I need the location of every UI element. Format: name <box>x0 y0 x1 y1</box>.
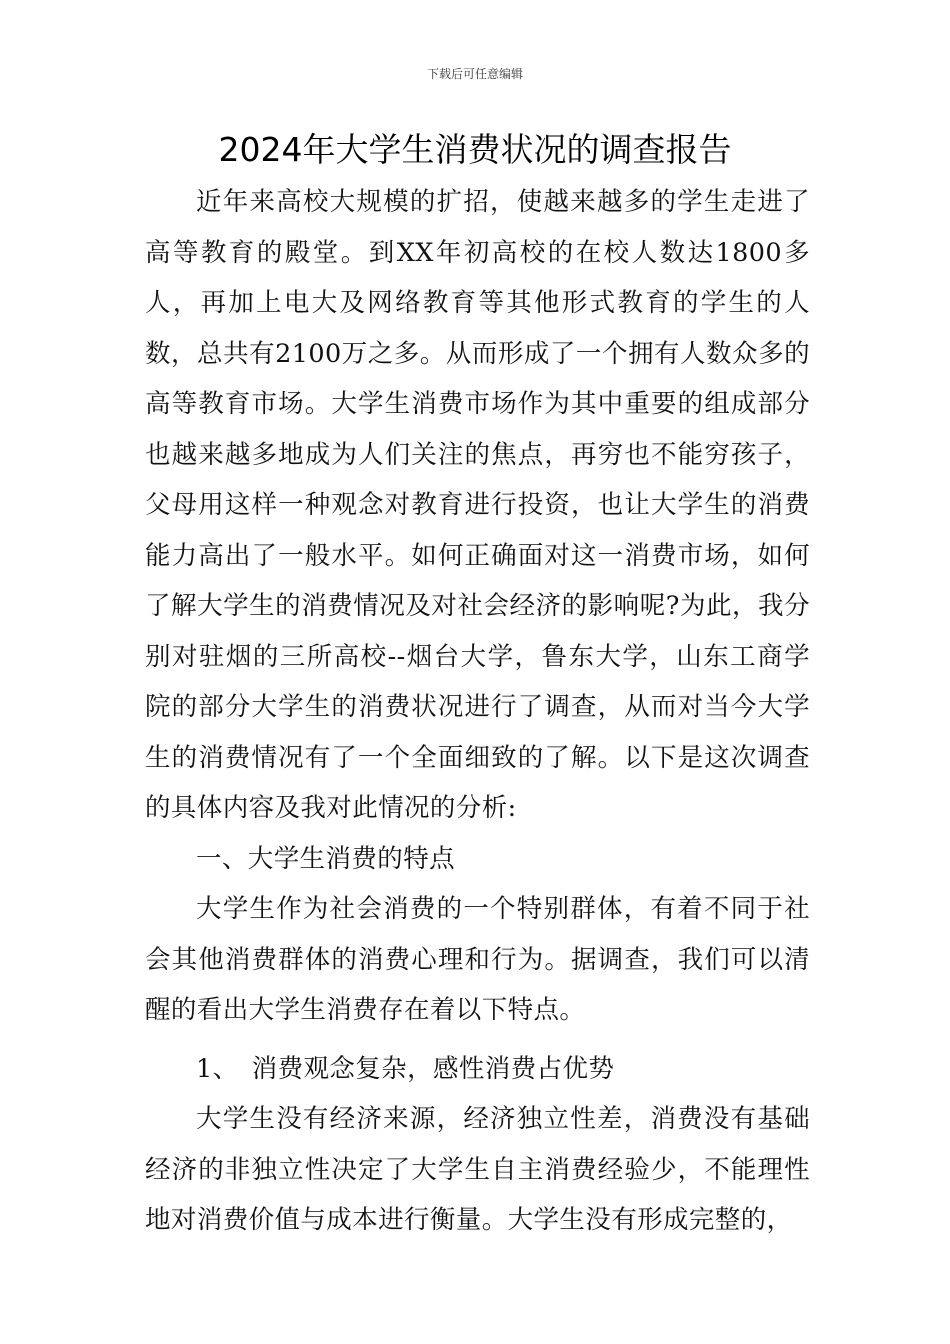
document-title: 2024年大学生消费状况的调查报告 <box>218 130 732 169</box>
paragraph-intro: 近年来高校大规模的扩招，使越来越多的学生走进了高等教育的殿堂。到XX年初高校的在校人数达1800多人，再加上电大及网络教育等其他形式教育的学生的人数，总共有2100万之多。从而形成了一个拥有人数众多的高等教育市场。大学生消费市场作为其中重要的组成部分也越来越多地成为人们关注的焦点，再穷也不能穷孩子，父母用这样一种观念对教育进行投资，也让大学生的消费能力高出了一般水平。如何正确面对这一消费市场，如何了解大学生的消费情况及对社会经济的影响呢?为此，我分别对驻烟的三所高校--烟台大学，鲁东大学，山东工商学院的部分大学生的消费状况进行了调查，从而对当今大学生的消费情况有了一个全面细致的了解。以下是这次调查的具体内容及我对此情况的分析: <box>145 187 810 823</box>
subsection-heading-consumption-concept: 1、 消费观念复杂，感性消费占优势 <box>196 1053 615 1084</box>
paragraph-economic-dependence: 大学生没有经济来源，经济独立性差，消费没有基础经济的非独立性决定了大学生自主消费经验少，不能理性地对消费价值与成本进行衡量。大学生没有形成完整的， <box>145 1104 810 1235</box>
document-body <box>145 177 810 1246</box>
header-note: 下载后可任意编辑 <box>426 67 523 81</box>
paragraph-features-intro: 大学生作为社会消费的一个特别群体，有着不同于社会其他消费群体的消费心理和行为。据调查，我们可以清醒的看出大学生消费存在着以下特点。 <box>145 894 810 1025</box>
section-heading-consumption-features: 一、大学生消费的特点 <box>196 843 456 874</box>
